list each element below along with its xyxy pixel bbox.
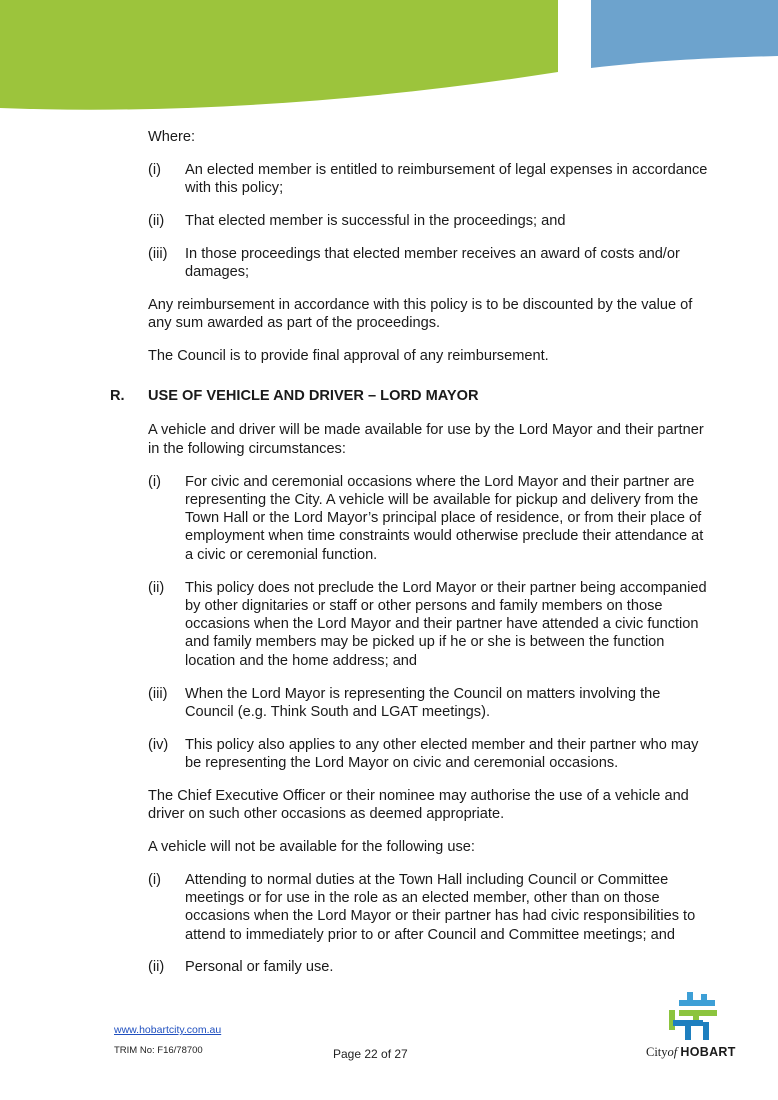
logo-of: of	[667, 1045, 678, 1059]
item-text: Attending to normal duties at the Town Hall including Council or Committee meetings or for use in the role as an elected member, other than on those occasions when the Lord Mayor or their partner has had civic responsibilities to attend to immediately prior to or after Council and Committee meetings; and	[185, 871, 696, 943]
section-heading	[110, 387, 708, 405]
blue-banner-shape	[591, 0, 778, 68]
ceo-paragraph: The Chief Executive Officer or their nominee may authorise the use of a vehicle and driver on such other occasions as deemed appropriate.	[148, 787, 689, 823]
condition-item	[148, 161, 708, 198]
item-text: Personal or family use.	[185, 959, 334, 976]
circumstance-item	[148, 579, 708, 670]
circumstance-item	[148, 685, 708, 722]
item-number: (ii)	[148, 579, 165, 596]
item-number: (ii)	[148, 959, 165, 976]
exclusion-item	[148, 871, 708, 944]
circumstance-item	[148, 473, 708, 564]
item-text: This policy does not preclude the Lord Mayor or their partner being accompanied by other dignitaries or staff or other persons and family members on those occasions when the Lord Mayor and their partner have attended a civic function and family members may be picked up if he or she is between the function location and the home address; and	[185, 579, 707, 669]
logo-name: HOBART	[680, 1045, 736, 1059]
item-number: (iii)	[148, 685, 168, 702]
item-text: In those proceedings that elected member receives an award of costs and/or damages;	[185, 245, 680, 280]
city-of-hobart-logo-icon	[663, 992, 725, 1042]
item-text: An elected member is entitled to reimbursement of legal expenses in accordance with this policy;	[185, 161, 708, 197]
item-number: (iii)	[148, 245, 168, 262]
discount-paragraph: Any reimbursement in accordance with this policy is to be discounted by the value of any sum awarded as part of the proceedings.	[148, 296, 693, 332]
trim-number: TRIM No: F16/78700	[114, 1045, 203, 1056]
condition-item	[148, 212, 708, 230]
section-title: USE OF VEHICLE AND DRIVER – LORD MAYOR	[148, 388, 479, 405]
item-number: (i)	[148, 473, 161, 490]
condition-item	[148, 245, 708, 282]
item-number: (i)	[148, 871, 161, 888]
page-number: Page 22 of 27	[333, 1047, 408, 1061]
section-letter: R.	[110, 388, 125, 405]
section-intro: A vehicle and driver will be made available for use by the Lord Mayor and their partner in the following circumstances:	[148, 422, 704, 457]
logo-prefix: City	[646, 1045, 668, 1059]
item-text: When the Lord Mayor is representing the Council on matters involving the Council (e.g. Think South and LGAT meetings).	[185, 685, 661, 720]
item-text: For civic and ceremonial occasions where the Lord Mayor and their partner are representing the City. A vehicle will be available for pickup and delivery from the Town Hall or the Lord Mayor’s principal place of residence, or from their place of employment when time constraints would otherwise preclude their attendance at a civic or ceremonial function.	[185, 473, 704, 563]
item-number: (ii)	[148, 212, 165, 229]
green-banner-shape	[0, 0, 558, 110]
header-banner	[0, 0, 778, 115]
item-text: This policy also applies to any other elected member and their partner who may be representing the Lord Mayor on civic and ceremonial occasions.	[185, 736, 699, 771]
not-available-intro: A vehicle will not be available for the following use:	[148, 838, 475, 855]
document-body	[110, 128, 708, 991]
item-number: (iv)	[148, 736, 169, 753]
item-text: That elected member is successful in the proceedings; and	[185, 212, 566, 229]
approval-paragraph: The Council is to provide final approval of any reimbursement.	[148, 347, 549, 364]
logo-wordmark	[646, 1045, 736, 1060]
circumstance-item	[148, 736, 708, 773]
website-link[interactable]: www.hobartcity.com.au	[114, 1024, 222, 1036]
exclusion-item	[148, 958, 708, 976]
where-intro: Where:	[148, 129, 196, 145]
item-number: (i)	[148, 161, 161, 178]
